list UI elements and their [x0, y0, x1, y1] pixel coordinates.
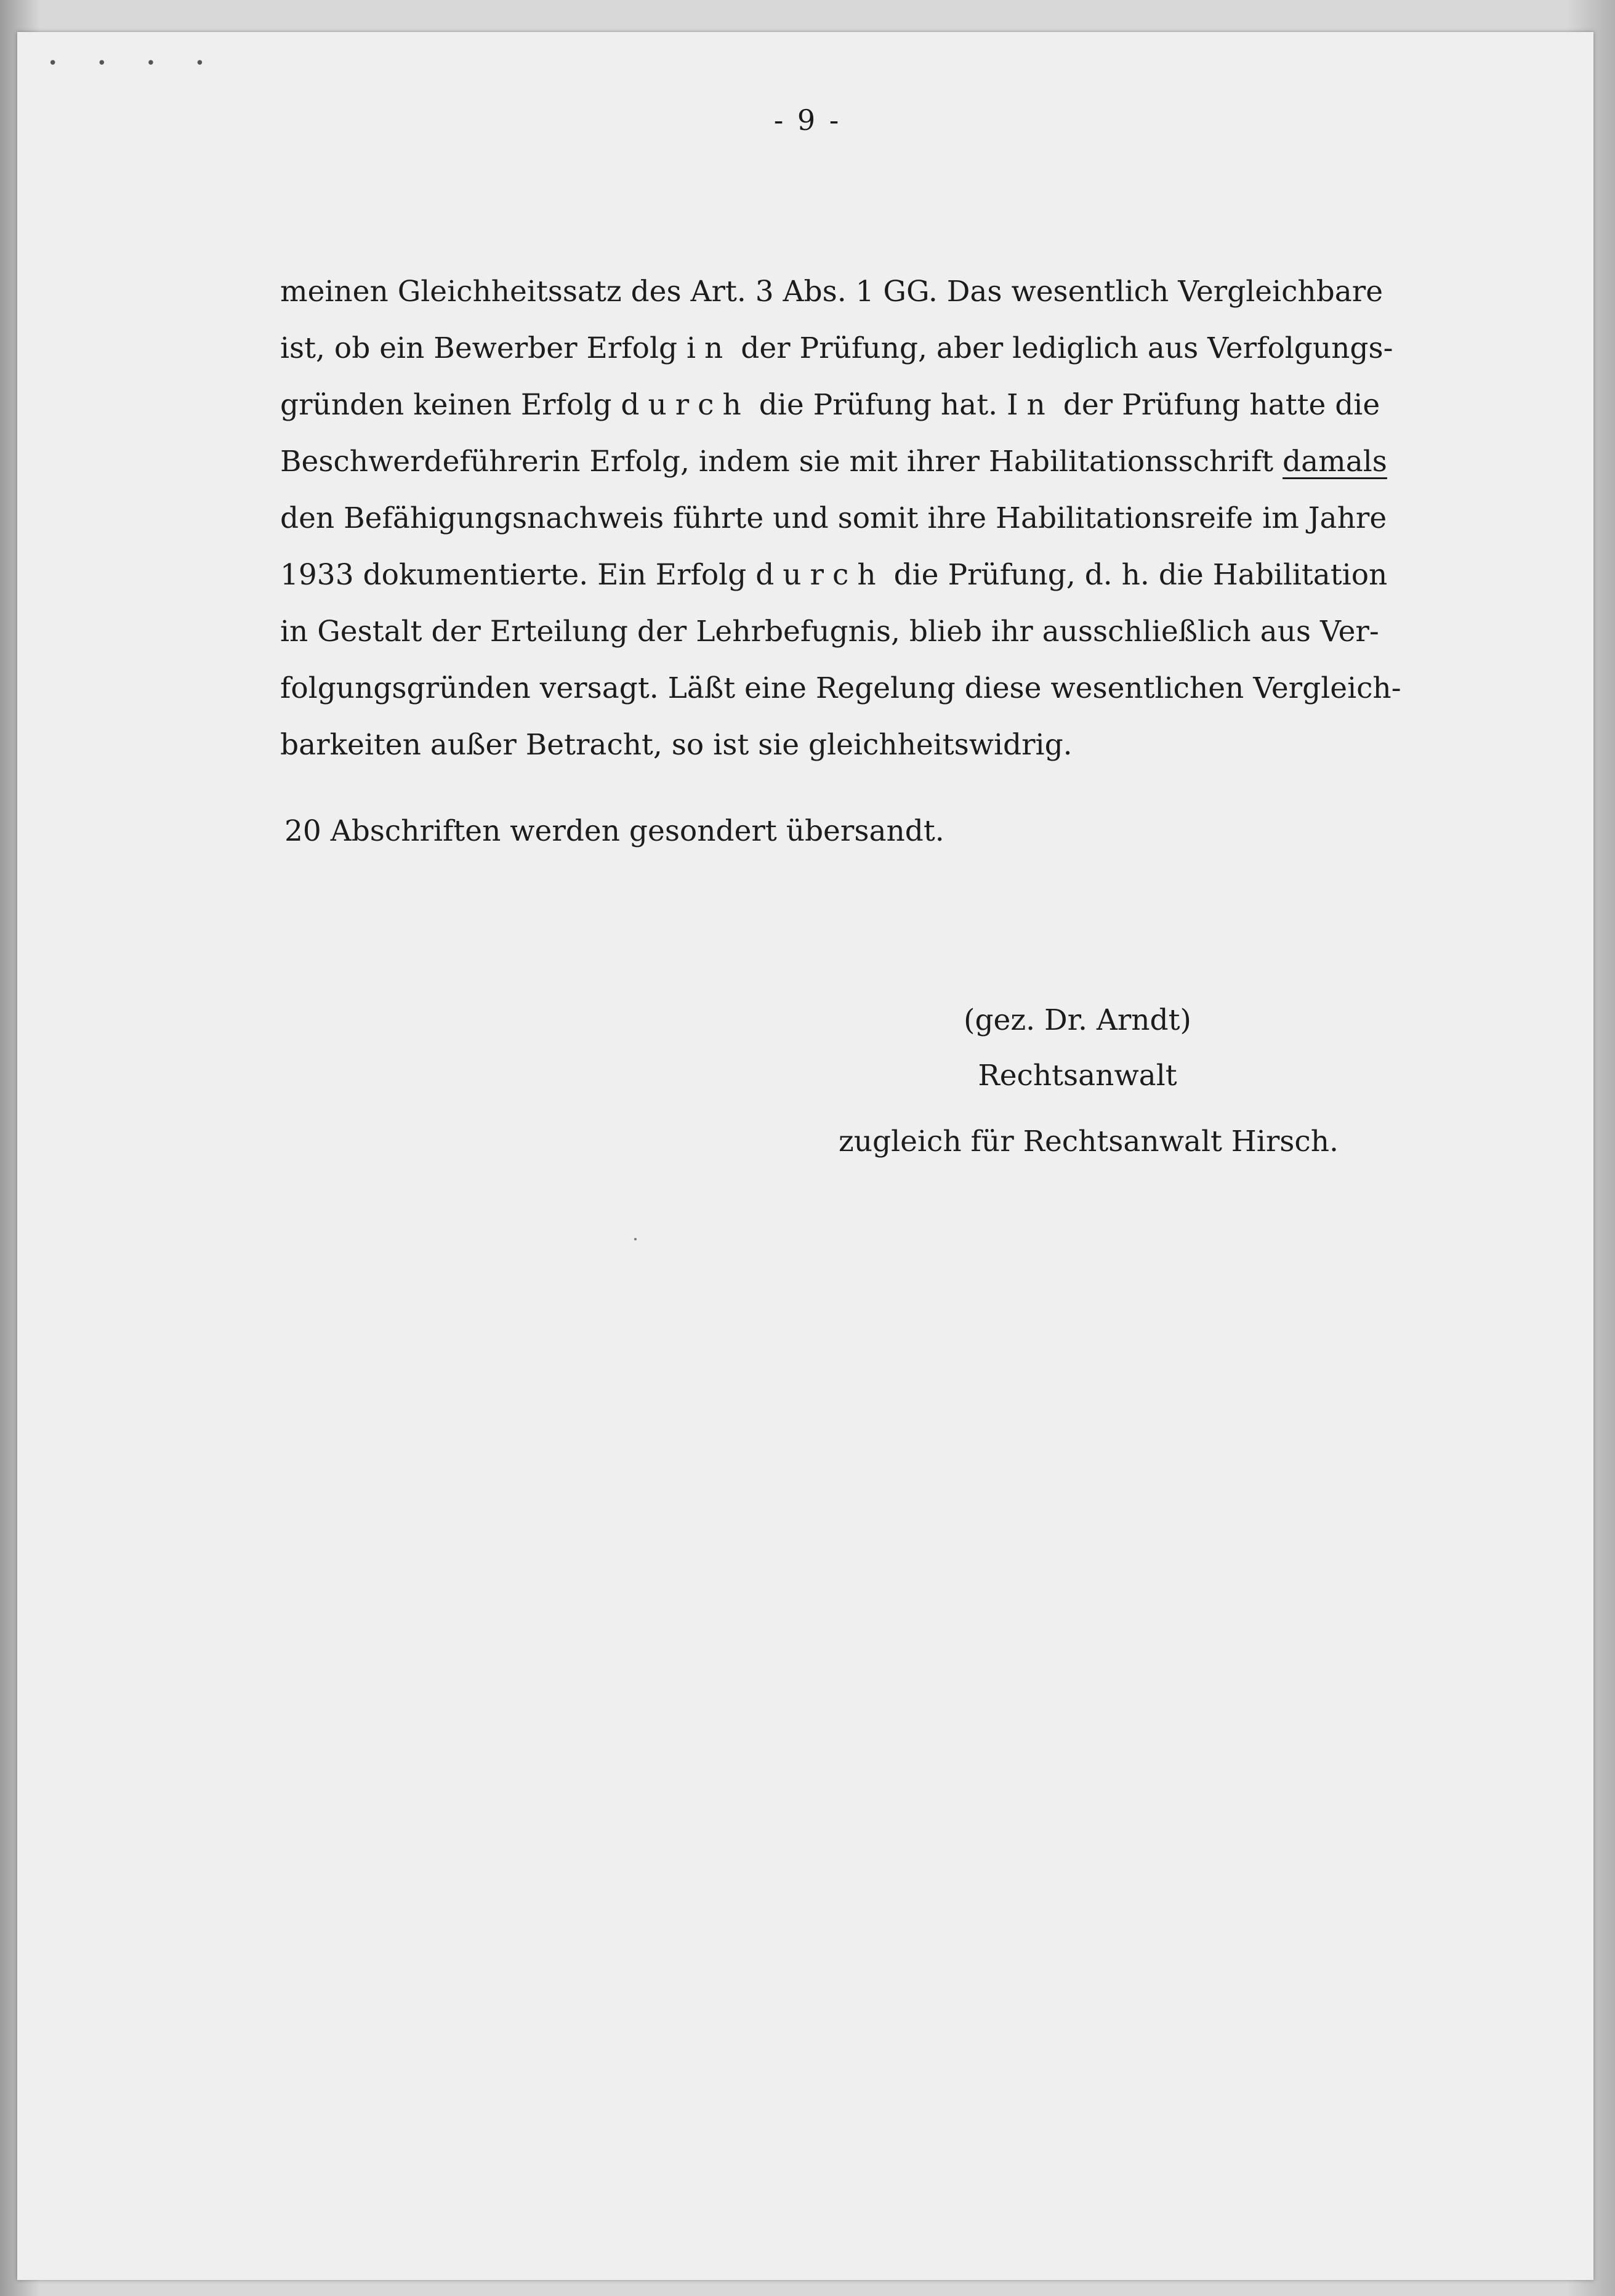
spaced-emphasis: durch [755, 558, 885, 592]
punch-hole-marks: • • • • [48, 54, 222, 73]
spaced-emphasis: In [1006, 388, 1054, 422]
also-for-note: zugleich für Rechtsanwalt Hirsch. [839, 1125, 1339, 1158]
text-run: die Prüfung hat. [749, 388, 1007, 422]
text-run: den Befähigungsnachweis führte und somit ihre Habilitationsreife im Jahre [280, 501, 1387, 535]
signature-block [936, 993, 1219, 1104]
paragraph-line [280, 377, 1561, 434]
paragraph-line [280, 320, 1561, 377]
text-run: der Prüfung hatte die [1053, 388, 1380, 422]
text-run: gründen keinen Erfolg [280, 388, 621, 422]
text-run: meinen Gleichheitssatz des Art. 3 Abs. 1 GG. Das wesentlich Vergleichbare [280, 275, 1383, 309]
text-run: barkeiten außer Betracht, so ist sie gleichheitswidrig. [280, 728, 1073, 762]
spaced-emphasis: in [687, 331, 732, 365]
text-run: ist, ob ein Bewerber Erfolg [280, 331, 687, 365]
copies-note: 20 Abschriften werden gesondert übersandt. [284, 814, 944, 848]
paragraph-line [280, 717, 1561, 774]
paragraph-line [280, 264, 1561, 320]
page-number: - 9 - [773, 103, 842, 137]
spaced-emphasis: durch [621, 388, 750, 422]
signatory-title: Rechtsanwalt [978, 1059, 1177, 1093]
paragraph-line [280, 434, 1561, 490]
text-run: folgungsgründen versagt. Läßt eine Regelung diese wesentlichen Vergleich- [280, 671, 1401, 705]
paragraph-line [280, 660, 1561, 717]
text-run: 1933 dokumentierte. Ein Erfolg [280, 558, 756, 592]
text-run: Beschwerdeführerin Erfolg, indem sie mit ihrer Habilitationsschrift [280, 445, 1283, 479]
paragraph-line [280, 490, 1561, 547]
signed-by: (gez. Dr. Arndt) [964, 1003, 1191, 1037]
paragraph-line [280, 547, 1561, 604]
body-paragraph [280, 264, 1561, 774]
text-run: der Prüfung, aber lediglich aus Verfolgungs- [731, 331, 1393, 365]
text-run: in Gestalt der Erteilung der Lehrbefugnis, blieb ihr ausschließlich aus Ver- [280, 615, 1379, 649]
underlined-word: damals [1283, 445, 1387, 479]
scan-speck [634, 1238, 637, 1240]
paragraph-line [280, 604, 1561, 660]
text-run: die Prüfung, d. h. die Habilitation [884, 558, 1388, 592]
